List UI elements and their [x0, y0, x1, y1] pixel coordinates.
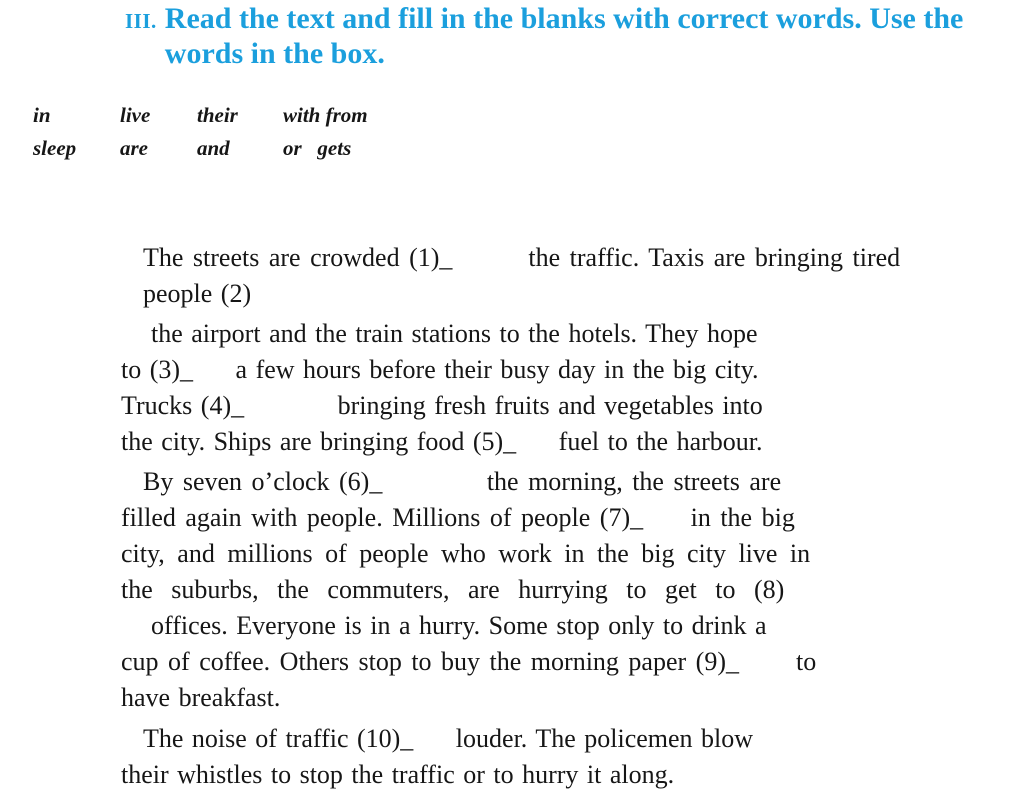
text-line: to (3)_ a few hours before their busy day in the big city. [121, 355, 759, 384]
text-line: their whistles to stop the traffic or to hurry it along. [121, 760, 675, 789]
text-line: Trucks (4)_ bringing fresh fruits and vegetables into [121, 391, 763, 420]
text-line: filled again with people. Millions of people (7)_ in the big [121, 503, 795, 532]
word-box-word: are [120, 136, 148, 160]
exercise-instructions [165, 1, 964, 71]
word-box-row [33, 136, 433, 169]
word-box-word: in [33, 103, 51, 127]
instruction-line: words in the box. [164, 37, 385, 70]
text-line: the airport and the train stations to the hotels. They hope [151, 319, 758, 348]
text-line: people (2) [143, 279, 252, 308]
text-line: city, and millions of people who work in the big city live in [121, 539, 811, 568]
exercise-number: III. [125, 9, 157, 33]
word-box-word: and [197, 136, 230, 160]
text-line: cup of coffee. Others stop to buy the morning paper (9)_ to [121, 647, 817, 676]
text-line: the city. Ships are bringing food (5)_ fuel to the harbour. [121, 427, 763, 456]
text-line: The noise of traffic (10)_ louder. The policemen blow [143, 724, 754, 753]
exercise-heading [125, 1, 963, 71]
text-line: the suburbs, the commuters, are hurrying to get to (8) [121, 575, 785, 604]
word-box-word: or gets [283, 136, 352, 160]
word-box-word: with from [283, 103, 368, 127]
word-box [33, 103, 433, 169]
text-line: have breakfast. [121, 683, 281, 712]
instruction-line: Read the text and fill in the blanks with correct words. Use the [164, 2, 964, 35]
word-box-word: live [120, 103, 151, 127]
text-line: The streets are crowded (1)_ the traffic. Taxis are bringing tired [143, 243, 901, 272]
word-box-word: sleep [33, 136, 77, 160]
word-box-word: their [197, 103, 238, 127]
text-line: By seven o’clock (6)_ the morning, the streets are [143, 467, 782, 496]
text-line: offices. Everyone is in a hurry. Some stop only to drink a [151, 611, 767, 640]
word-box-row [33, 103, 433, 136]
exercise-text [121, 240, 1011, 793]
